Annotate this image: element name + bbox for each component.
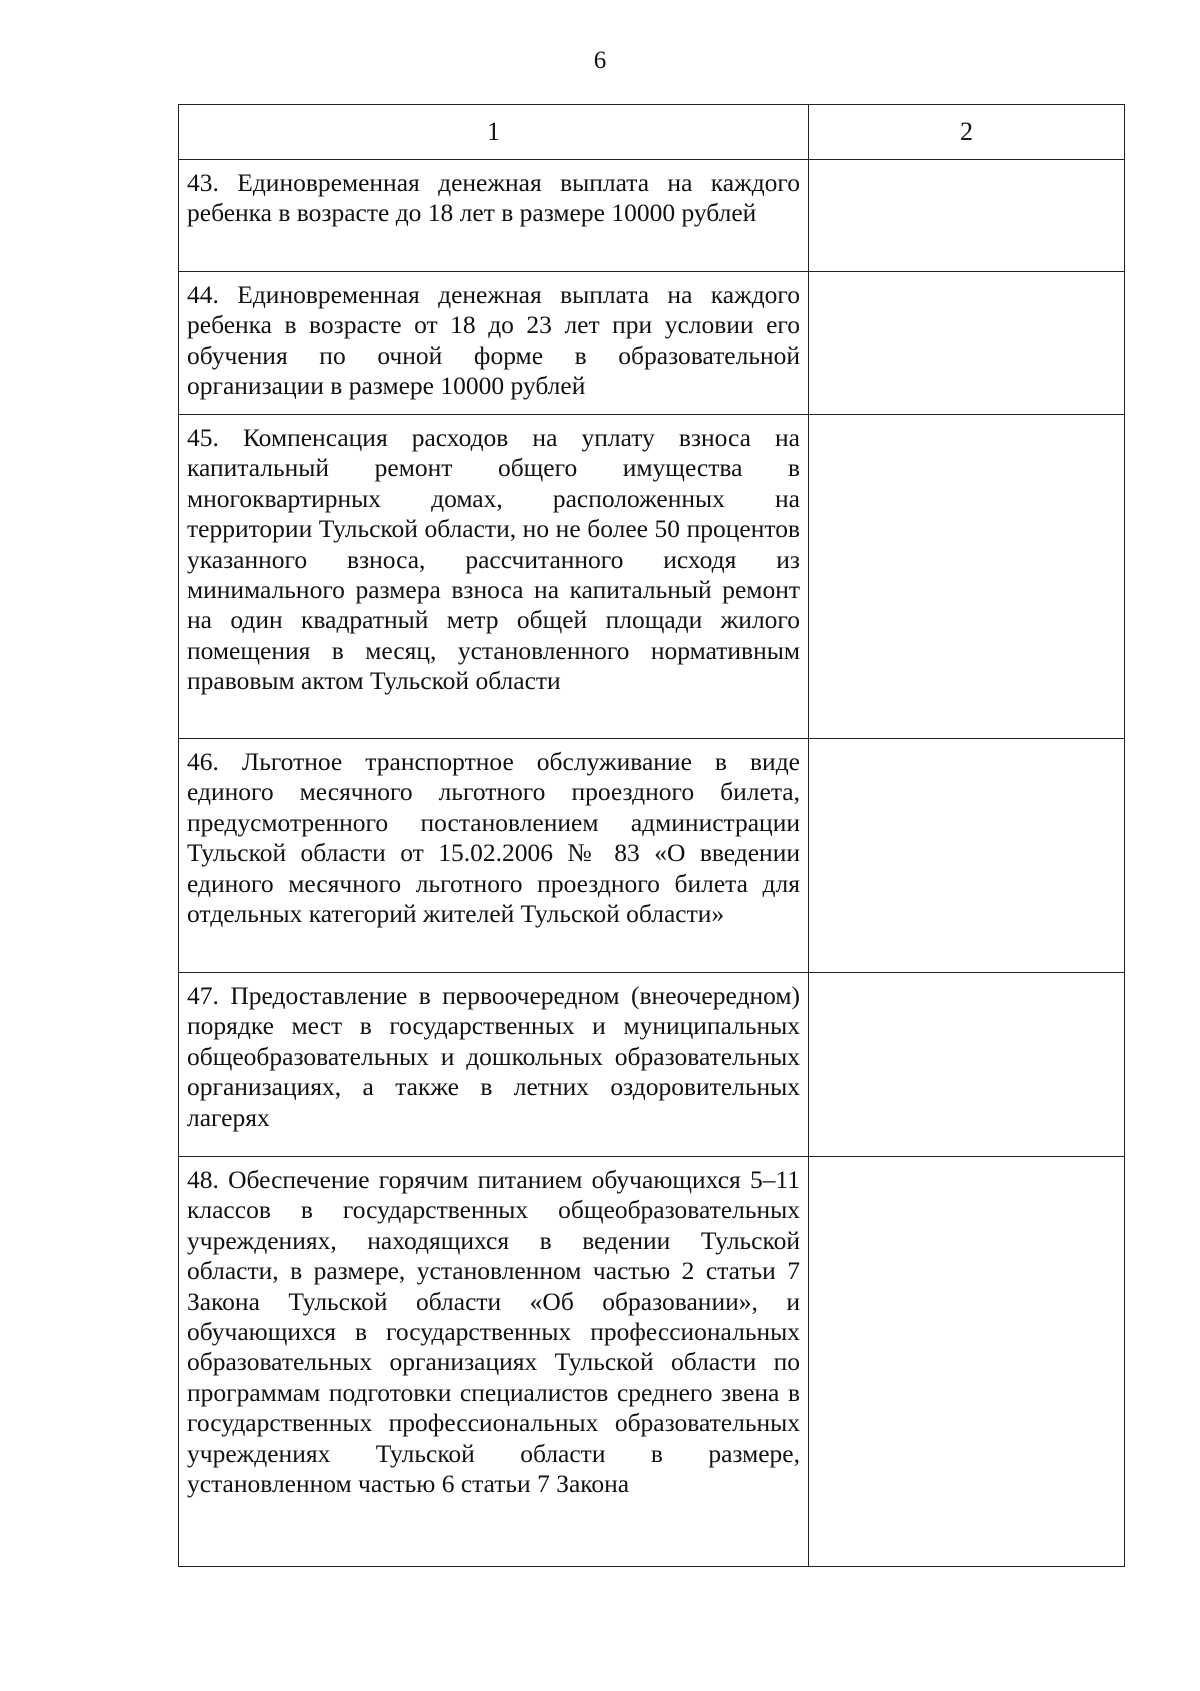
table-cell-description — [179, 160, 809, 272]
table-cell-empty — [809, 739, 1125, 973]
table-row — [179, 973, 1125, 1157]
item-45-text: 45. Компенсация расходов на уплату взноса на капитальный ремонт общего имущества в многоквартирных домах, расположенных на территории Тульской области, но не более 50 процентов указанного взноса, рассчитанного исходя из минимального размера взноса на капитальный ремонт на один квадратный метр общей площади жилого помещения в месяц, установленного нормативным правовым актом Тульской области — [187, 423, 800, 696]
table-cell-description — [179, 272, 809, 415]
benefits-table — [178, 104, 1125, 1567]
table-cell-empty — [809, 160, 1125, 272]
item-48-text: 48. Обеспечение горячим питанием обучающихся 5–11 классов в государственных общеобразовательных учреждениях, находящихся в ведении Тульской области, в размере, установленном частью 2 статьи 7 Закона Тульской области «Об образовании», и обучающихся в государственных профессиональных образовательных организациях Тульской области по программам подготовки специалистов среднего звена в государственных профессиональных образовательных учреждениях Тульской области в размере, установленном частью 6 статьи 7 Закона — [187, 1165, 800, 1499]
column-header-1: 1 — [179, 105, 809, 160]
item-47-text: 47. Предоставление в первоочередном (внеочередном) порядке мест в государственных и муниципальных общеобразовательных и дошкольных образовательных организациях, а также в летних оздоровительных лагерях — [187, 981, 800, 1132]
table-cell-empty — [809, 415, 1125, 739]
table-row — [179, 739, 1125, 973]
table-cell-description — [179, 973, 809, 1157]
table-row — [179, 1157, 1125, 1567]
table-cell-empty — [809, 1157, 1125, 1567]
table-cell-empty — [809, 973, 1125, 1157]
table-cell-description — [179, 739, 809, 973]
page-number: 6 — [593, 47, 607, 74]
item-46-text: 46. Льготное транспортное обслуживание в виде единого месячного льготного проездного билета, предусмотренного постановлением администрации Тульской области от 15.02.2006 № 83 «О введении единого месячного льготного проездного билета для отдельных категорий жителей Тульской области» — [187, 747, 800, 929]
column-header-2: 2 — [809, 105, 1125, 160]
table-row — [179, 415, 1125, 739]
table-cell-description — [179, 1157, 809, 1567]
table-cell-description — [179, 415, 809, 739]
item-43-text: 43. Единовременная денежная выплата на каждого ребенка в возрасте до 18 лет в размере 10000 рублей — [187, 168, 800, 228]
item-44-text: 44. Единовременная денежная выплата на каждого ребенка в возрасте от 18 до 23 лет при условии его обучения по очной форме в образовательной организации в размере 10000 рублей — [187, 280, 800, 401]
table-row — [179, 160, 1125, 272]
table-header-row — [179, 105, 1125, 160]
table-cell-empty — [809, 272, 1125, 415]
table-row — [179, 272, 1125, 415]
